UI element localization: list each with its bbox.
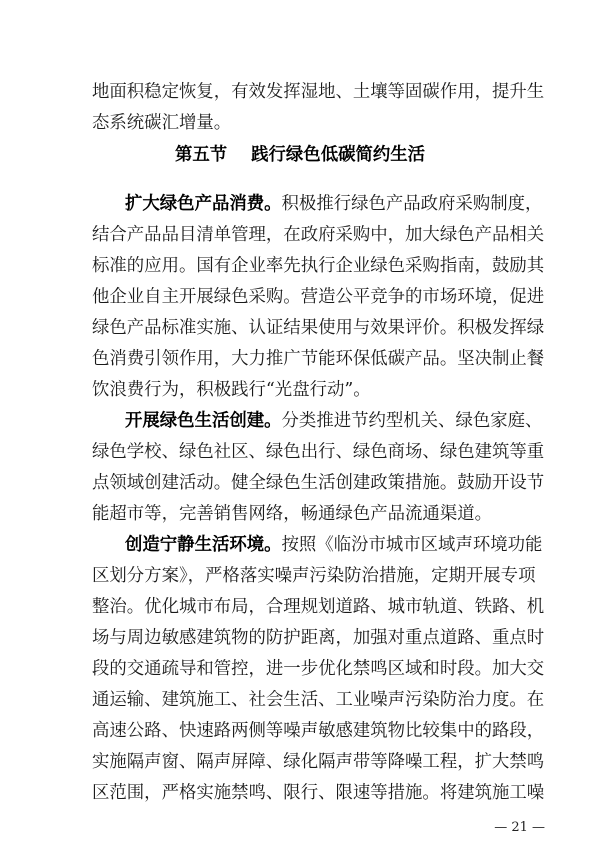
para2-lead: 开展绿色生活创建。 — [125, 411, 282, 431]
para2-line-2: 绿色学校、绿色社区、绿色出行、绿色商场、绿色建筑等重 — [92, 442, 545, 462]
intro-line-2: 态系统碳汇增量。 — [92, 113, 232, 133]
para1-line-3: 标准的应用。国有企业率先执行企业绿色采购指南，鼓励其 — [92, 256, 545, 276]
para3-line-8: 实施隔声窗、隔声屏障、绿化隔声带等降噪工程，扩大禁鸣 — [92, 752, 545, 772]
para3-first-rest: 按照《临汾市城市区域声环境功能 — [281, 535, 543, 555]
para1-lead: 扩大绿色产品消费。 — [125, 194, 282, 214]
para1-line-6: 色消费引领作用，大力推广节能环保低碳产品。坚决制止餐 — [92, 349, 545, 369]
para2-line-1 — [125, 406, 543, 436]
para3-line-6: 通运输、建筑施工、社会生活、工业噪声污染防治力度。在 — [92, 690, 545, 710]
para3-line-5: 段的交通疏导和管控，进一步优化禁鸣区域和时段。加大交 — [92, 659, 545, 679]
section-heading — [0, 140, 600, 170]
intro-line-1: 地面积稳定恢复，有效发挥湿地、土壤等固碳作用，提升生 — [92, 82, 545, 102]
para1-line-1 — [125, 189, 543, 219]
para3-line-7: 高速公路、快速路两侧等噪声敏感建筑物比较集中的路段， — [92, 721, 545, 741]
para3-line-2: 区划分方案》，严格落实噪声污染防治措施，定期开展专项 — [92, 566, 536, 586]
para2-line-3: 点领域创建活动。健全绿色生活创建政策措施。鼓励开设节 — [92, 473, 545, 493]
page-number: — 21 — — [494, 820, 545, 835]
para1-line-5: 绿色产品标准实施、认证结果使用与效果评价。积极发挥绿 — [92, 318, 545, 338]
para2-line-4: 能超市等，完善销售网络，畅通绿色产品流通渠道。 — [92, 504, 492, 524]
para1-line-2: 结合产品品目清单管理，在政府采购中，加大绿色产品相关 — [92, 225, 545, 245]
para1-line-7: 饮浪费行为，积极践行“光盘行动”。 — [92, 380, 371, 400]
section-title: 践行绿色低碳简约生活 — [251, 145, 426, 165]
para3-line-9: 区范围，严格实施禁鸣、限行、限速等措施。将建筑施工噪 — [92, 783, 545, 803]
para1-line-4: 他企业自主开展绿色采购。营造公平竞争的市场环境，促进 — [92, 287, 545, 307]
para3-line-4: 场与周边敏感建筑物的防护距离，加强对重点道路、重点时 — [92, 628, 545, 648]
para3-line-3: 整治。优化城市布局，合理规划道路、城市轨道、铁路、机 — [92, 597, 545, 617]
para3-line-1 — [125, 530, 543, 560]
para3-lead: 创造宁静生活环境。 — [125, 535, 282, 555]
para2-first-rest: 分类推进节约型机关、绿色家庭、 — [281, 411, 543, 431]
para1-first-rest: 积极推行绿色产品政府采购制度， — [281, 194, 543, 214]
section-number: 第五节 — [174, 145, 228, 165]
